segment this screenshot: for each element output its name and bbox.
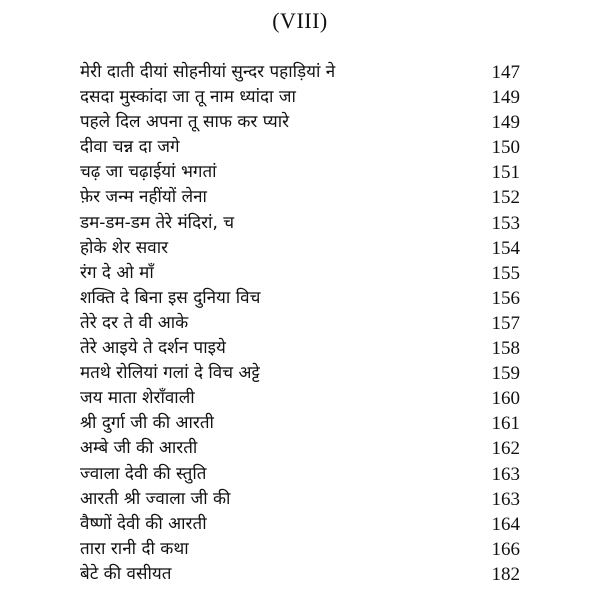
- toc-entry: [80, 411, 520, 436]
- toc-entry-page-number: 160: [491, 388, 520, 410]
- toc-entry: [80, 135, 520, 160]
- toc-entry-title: तेरे आइये ते दर्शन पाइये: [80, 338, 226, 359]
- toc-entry-title: रंग दे ओ माँ: [80, 262, 154, 283]
- toc-entry-title: होके शेर सवार: [80, 237, 169, 258]
- toc-entry-title: फ़ेर जन्म नहींयों लेना: [80, 187, 207, 208]
- toc-entry-page-number: 166: [491, 538, 520, 560]
- toc-entry-title: जय माता शेराँवाली: [80, 388, 195, 409]
- toc-entry-page-number: 147: [491, 62, 520, 83]
- toc-entry: [80, 487, 520, 512]
- toc-entry-page-number: 149: [491, 87, 520, 109]
- toc-entry-title: डम-डम-डम तेरे मंदिरां, च: [80, 212, 235, 233]
- toc-entry-page-number: 161: [491, 413, 520, 435]
- toc-entry: [80, 85, 520, 110]
- toc-entry: [80, 110, 520, 135]
- toc-entry-title: चढ़ जा चढ़ाईयां भगतां: [80, 162, 217, 183]
- toc-entry-page-number: 156: [491, 287, 520, 309]
- toc-entry-page-number: 164: [491, 513, 520, 535]
- toc-entry-page-number: 149: [491, 112, 520, 134]
- toc-entry: [80, 361, 520, 386]
- toc-entry: [80, 311, 520, 336]
- toc-entry-page-number: 152: [491, 187, 520, 209]
- toc-entry: [80, 185, 520, 210]
- toc-entry-page-number: 150: [491, 137, 520, 159]
- toc-entry-title: वैष्णों देवी की आरती: [80, 513, 207, 534]
- toc-entry-title: अम्बे जी की आरती: [80, 438, 198, 459]
- toc-entry-title: शक्ति दे बिना इस दुनिया विच: [80, 287, 261, 308]
- toc-entry: [80, 462, 520, 487]
- toc-entry-title: आरती श्री ज्वाला जी की: [80, 488, 231, 509]
- toc-entry-title: दीवा चन्न दा जगे: [80, 137, 180, 158]
- toc-entry-page-number: 155: [491, 262, 520, 284]
- toc-entry-title: दसदा मुस्कांदा जा तू नाम ध्यांदा जा: [80, 87, 296, 108]
- toc-entry-page-number: 158: [491, 338, 520, 360]
- toc-entry: [80, 160, 520, 185]
- toc-entry-title: ज्वाला देवी की स्तुति: [80, 463, 207, 484]
- toc-entry-title: पहले दिल अपना तू साफ कर प्यारे: [80, 112, 290, 133]
- toc-entry-title: मतथे रोलियां गलां दे विच अट्टे: [80, 363, 260, 384]
- toc-entry: [80, 236, 520, 261]
- toc-entry-title: तारा रानी दी कथा: [80, 538, 189, 559]
- toc-entry: [80, 386, 520, 411]
- table-of-contents: [80, 60, 520, 587]
- toc-entry: [80, 286, 520, 311]
- toc-entry: [80, 512, 520, 537]
- toc-entry-page-number: 154: [491, 237, 520, 259]
- toc-entry-page-number: 157: [491, 312, 520, 334]
- toc-entry: [80, 562, 520, 587]
- toc-entry-title: तेरे दर ते वी आके: [80, 312, 189, 333]
- toc-entry-page-number: 162: [491, 438, 520, 460]
- toc-entry: [80, 60, 520, 85]
- page-label: (VIII): [272, 8, 328, 33]
- toc-entry-page-number: 163: [491, 488, 520, 510]
- toc-entry-page-number: 163: [491, 463, 520, 485]
- toc-entry: [80, 261, 520, 286]
- toc-entry: [80, 537, 520, 562]
- toc-entry: [80, 336, 520, 361]
- toc-entry-page-number: 159: [491, 363, 520, 385]
- toc-entry-page-number: 182: [491, 563, 520, 585]
- toc-entry-title: श्री दुर्गा जी की आरती: [80, 413, 214, 434]
- toc-entry: [80, 211, 520, 236]
- toc-entry-page-number: 151: [491, 162, 520, 184]
- toc-entry-title: मेरी दाती दीयां सोहनीयां सुन्दर पहाड़ियां ने: [80, 62, 336, 82]
- toc-entry-page-number: 153: [491, 212, 520, 234]
- toc-entry-title: बेटे की वसीयत: [80, 563, 172, 584]
- toc-entry: [80, 436, 520, 461]
